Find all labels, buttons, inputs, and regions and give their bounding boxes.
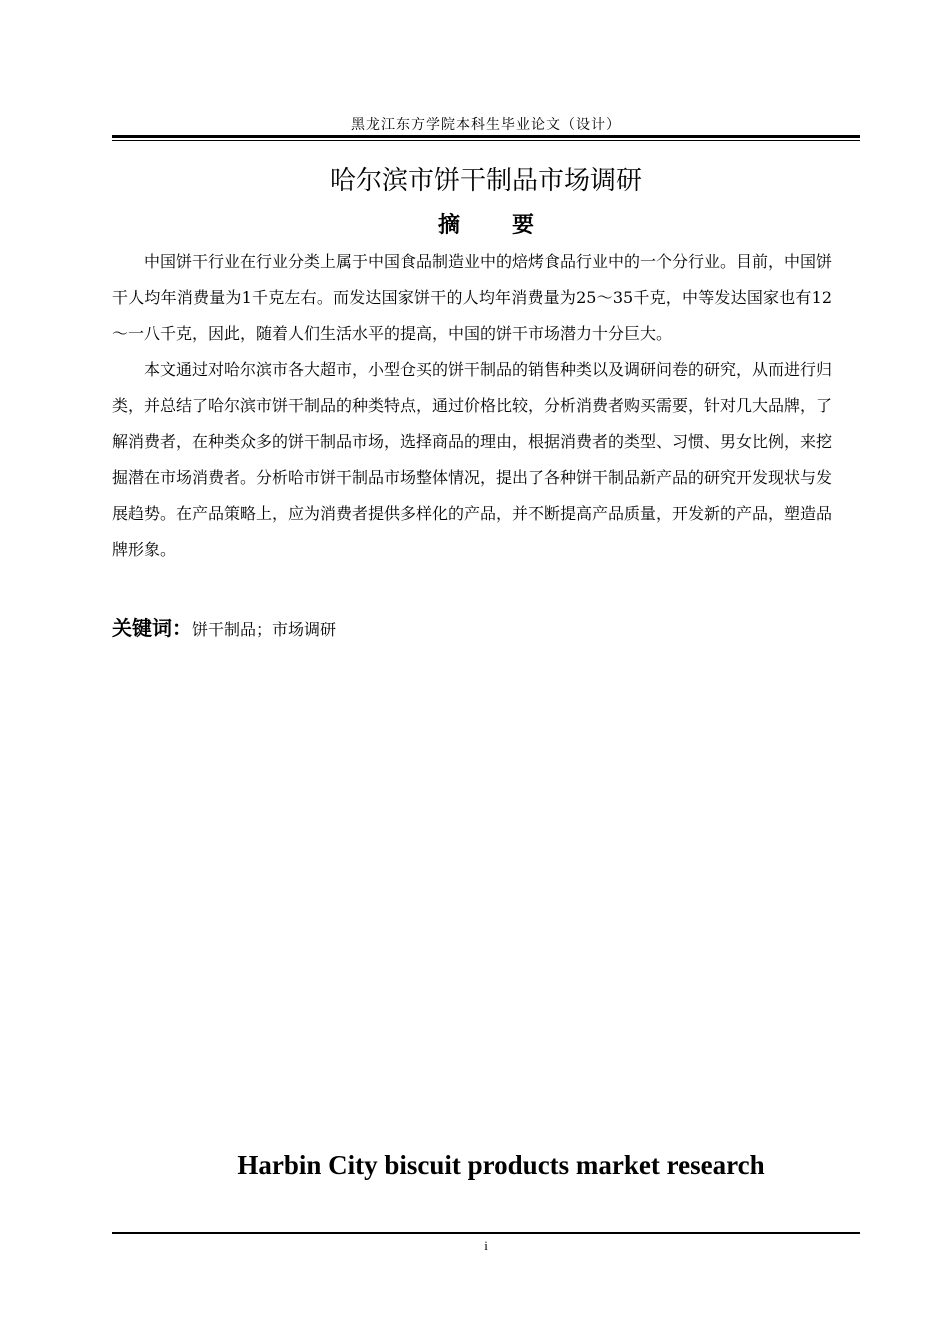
english-title: Harbin City biscuit products market research <box>237 1150 765 1180</box>
keywords-line <box>112 612 336 641</box>
abstract-heading: 摘要 <box>437 213 586 238</box>
running-header: 黑龙江东方学院本科生毕业论文（设计） <box>351 117 621 133</box>
abstract-body <box>112 244 832 568</box>
page-title: 哈尔滨市饼干制品市场调研 <box>329 166 642 196</box>
keywords-label: 关键词： <box>112 616 192 640</box>
header-rule-thick <box>112 135 860 138</box>
keywords-value: 饼干制品；市场调研 <box>192 620 337 639</box>
page-number: i <box>484 1238 488 1253</box>
abstract-paragraph-1: 中国饼干行业在行业分类上属于中国食品制造业中的焙烤食品行业中的一个分行业。目前，中国饼干人均年消费量为1千克左右。而发达国家饼干的人均年消费量为25～35千克，中等发达国家也有12～一八千克，因此，随着人们生活水平的提高，中国的饼干市场潜力十分巨大。 <box>112 252 833 343</box>
footer-rule <box>112 1232 860 1234</box>
abstract-paragraph-2: 本文通过对哈尔滨市各大超市，小型仓买的饼干制品的销售种类以及调研问卷的研究，从而进行归类，并总结了哈尔滨市饼干制品的种类特点，通过价格比较，分析消费者购买需要，针对几大品牌，了解消费者，在种类众多的饼干制品市场，选择商品的理由，根据消费者的类型、习惯、男女比例，来挖掘潜在市场消费者。分析哈市饼干制品市场整体情况，提出了各种饼干制品新产品的研究开发现状与发展趋势。在产品策略上，应为消费者提供多样化的产品，并不断提高产品质量，开发新的产品，塑造品牌形象。 <box>112 360 833 559</box>
header-rule-thin <box>112 140 860 141</box>
